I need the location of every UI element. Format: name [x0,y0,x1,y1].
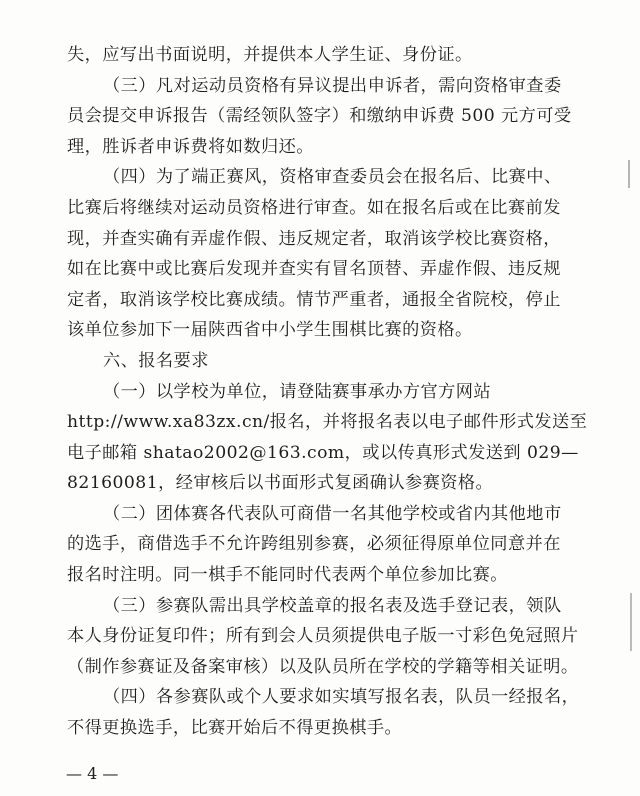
body-line: 的选手，商借选手不允许跨组别参赛，必须征得原单位同意并在 [67,534,561,554]
body-line: http://www.xa83zx.cn/报名，并将报名表以电子邮件形式发送至 [67,412,588,432]
body-line: 理，胜诉者申诉费将如数归还。 [67,137,314,157]
body-line: 报名时注明。同一棋手不能同时代表两个单位参加比赛。 [67,565,508,585]
body-line: （四）各参赛队或个人要求如实填写报名表，队员一经报名， [103,687,580,707]
section-heading: 六、报名要求 [103,351,209,371]
body-line: 比赛后将继续对运动员资格进行审查。如在报名后或在比赛前发 [67,198,561,218]
body-line: （制作参赛证及备案审核）以及队员所在学校的学籍等相关证明。 [67,657,579,677]
scan-mark [630,593,632,651]
body-line: 失，应写出书面说明，并提供本人学生证、身份证。 [67,45,473,65]
body-line: 员会提交申诉报告（需经领队签字）和缴纳申诉费 500 元方可受 [67,106,572,126]
body-line: （三）参赛队需出具学校盖章的报名表及选手登记表，领队 [103,596,562,616]
body-line: 该单位参加下一届陕西省中小学生围棋比赛的资格。 [67,320,473,340]
body-line: 82160081，经审核后以书面形式复函确认参赛资格。 [67,473,494,493]
body-line: 现，并查实确有弄虚作假、违反规定者，取消该学校比赛资格， [67,229,561,249]
body-line: 不得更换选手，比赛开始后不得更换棋手。 [67,718,403,738]
body-line: 定者，取消该学校比赛成绩。情节严重者，通报全省院校，停止 [67,290,561,310]
body-line: （二）团体赛各代表队可商借一名其他学校或省内其他地市 [103,504,562,524]
body-line: （三）凡对运动员资格有异议提出申诉者，需向资格审查委 [103,76,562,96]
body-line: 电子邮箱 shatao2002@163.com，或以传真形式发送到 029— [67,443,579,463]
body-line: 本人身份证复印件；所有到会人员须提供电子版一寸彩色免冠照片 [67,626,579,646]
body-line: （一）以学校为单位，请登陆赛事承办方官方网站 [103,382,492,402]
body-line: （四）为了端正赛风，资格审查委员会在报名后、比赛中、 [103,167,562,187]
scan-mark [628,160,630,188]
page-number: — 4 — [66,764,119,783]
body-line: 如在比赛中或比赛后发现并查实有冒名顶替、弄虚作假、违反规 [67,259,561,279]
